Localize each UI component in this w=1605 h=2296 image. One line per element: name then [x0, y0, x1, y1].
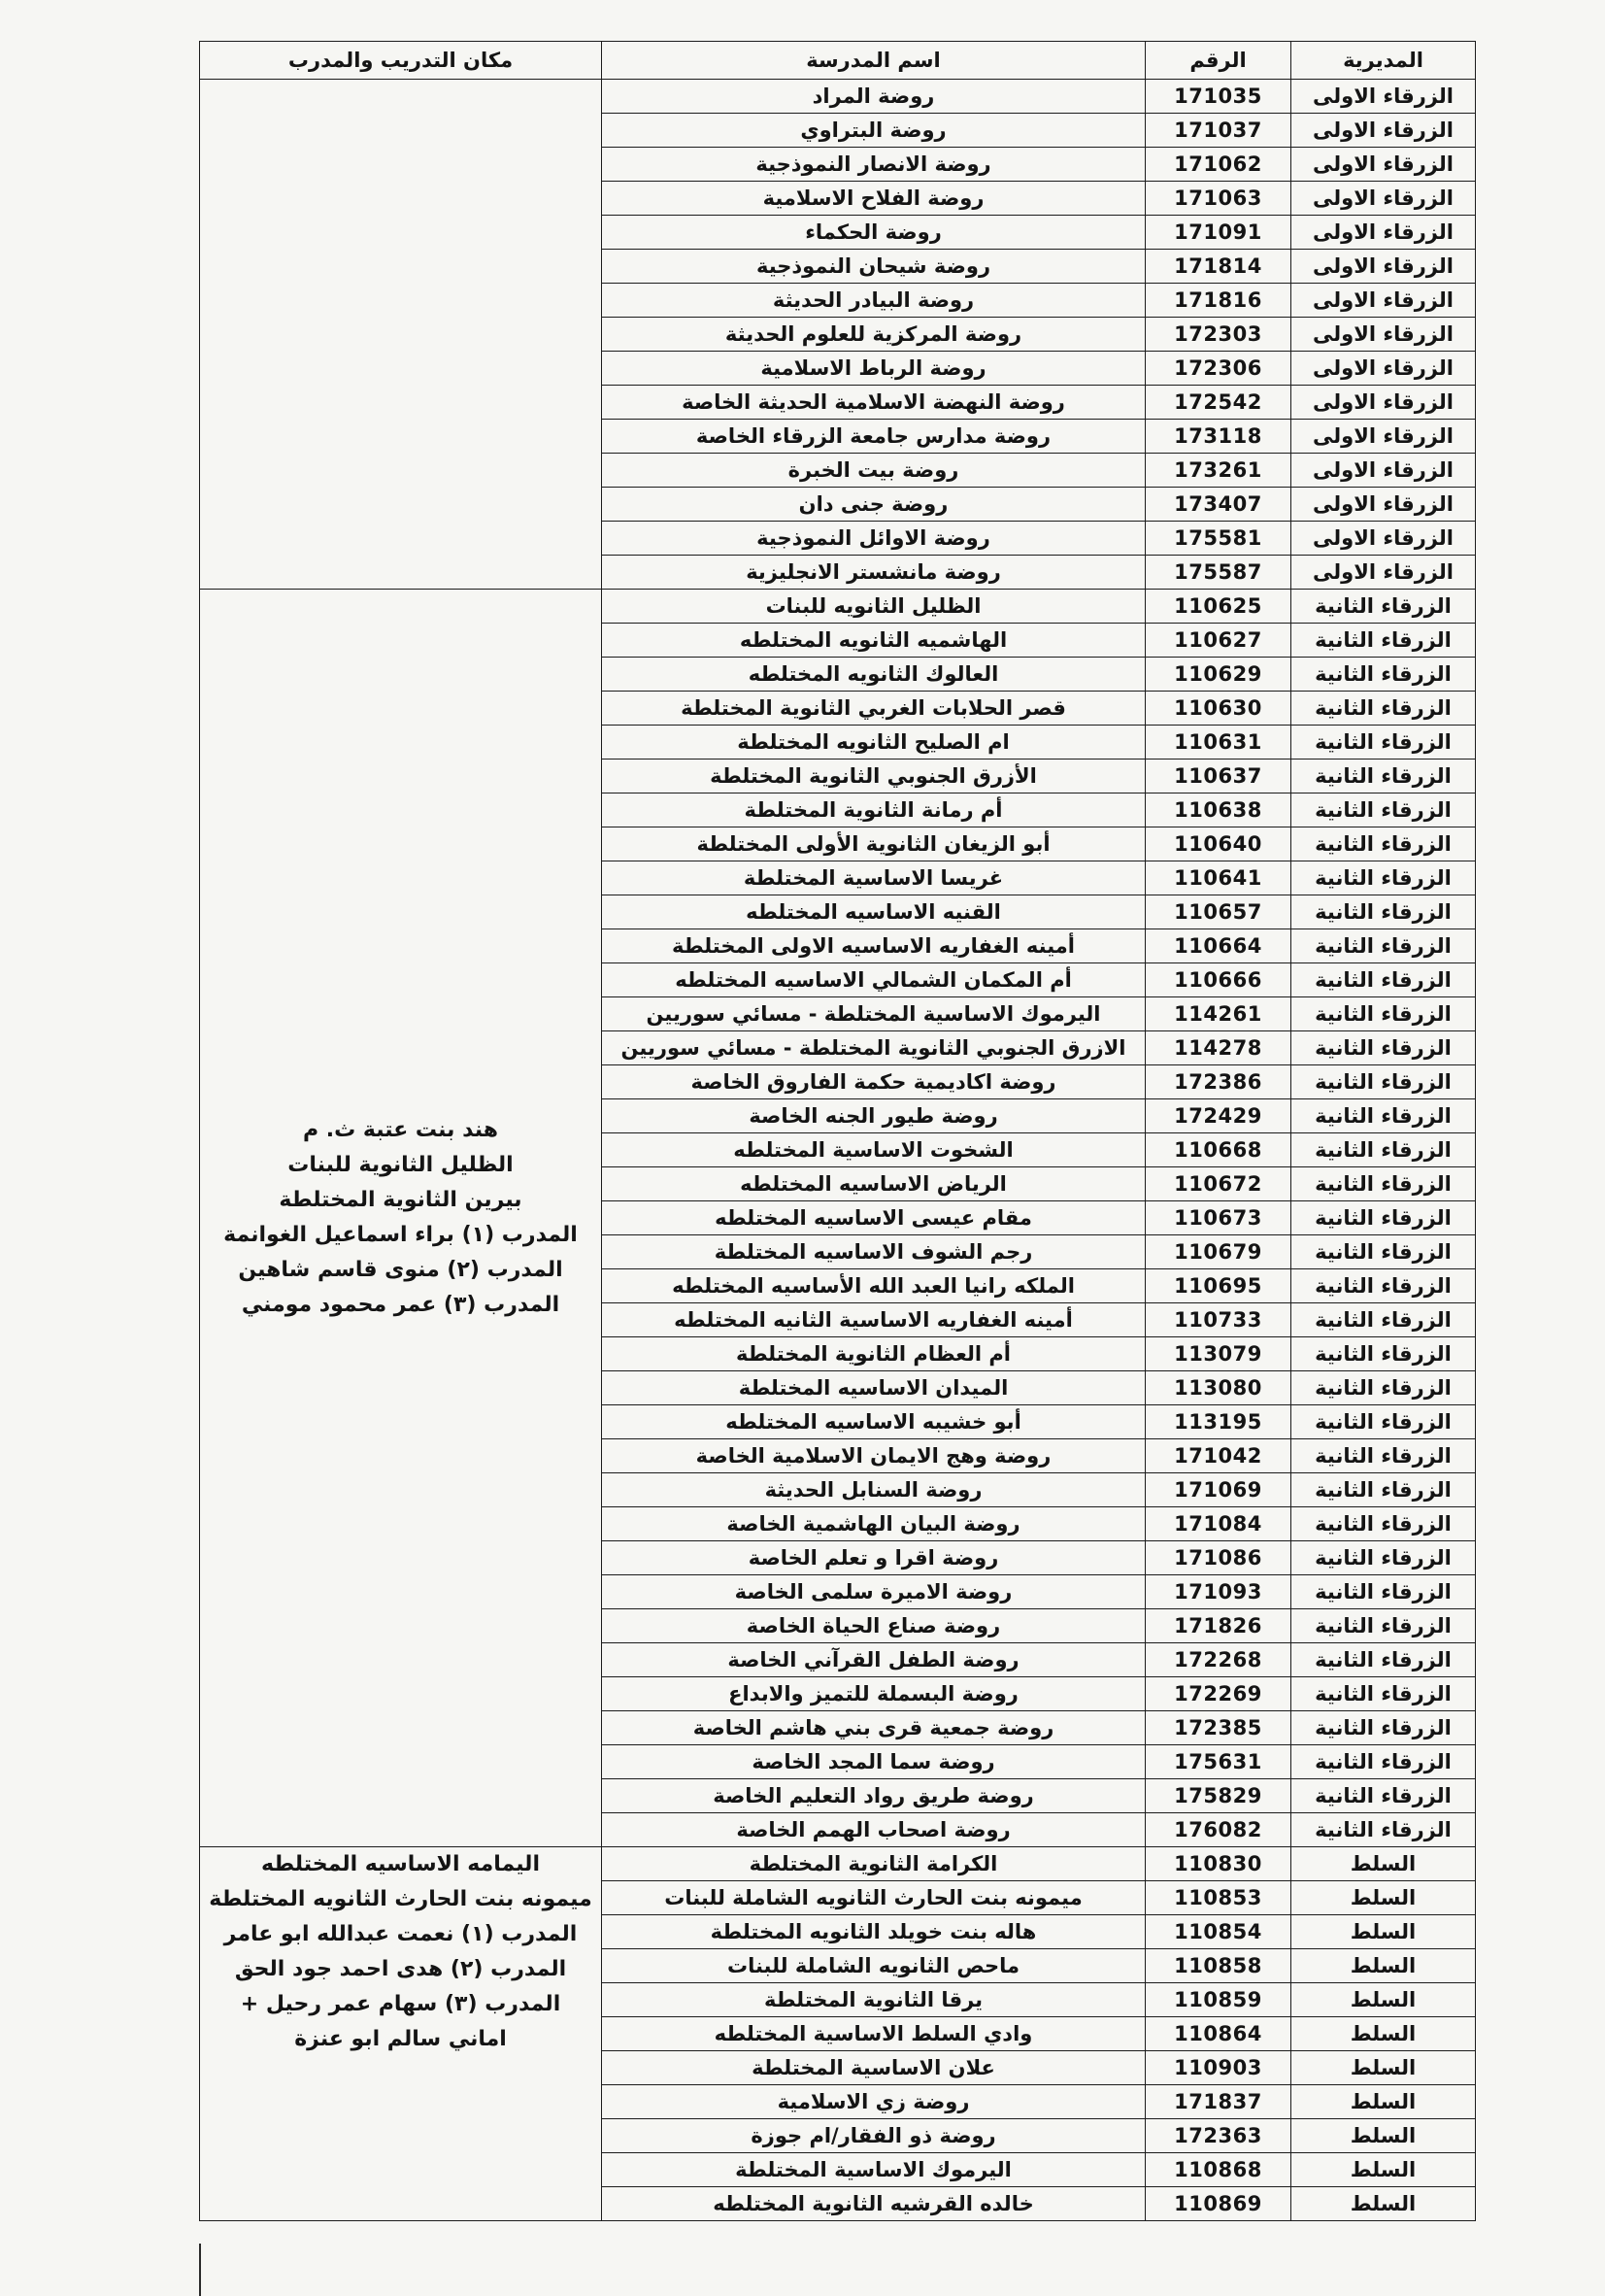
school-number-cell: 171837 [1146, 2085, 1291, 2119]
school-number-cell: 110830 [1146, 1847, 1291, 1881]
directorate-cell: الزرقاء الثانية [1291, 1575, 1476, 1609]
school-number-cell: 173261 [1146, 454, 1291, 488]
directorate-cell: الزرقاء الاولى [1291, 386, 1476, 420]
school-name-cell: روضة بيت الخبرة [602, 454, 1146, 488]
school-name-cell: أبو الزيغان الثانوية الأولى المختلطة [602, 827, 1146, 861]
school-number-cell: 114278 [1146, 1031, 1291, 1065]
school-number-cell: 171826 [1146, 1609, 1291, 1643]
trainer-line: المدرب (٣) عمر محمود مومني [241, 1293, 560, 1317]
header-school: اسم المدرسة [602, 42, 1146, 80]
directorate-cell: الزرقاء الثانية [1291, 1779, 1476, 1813]
school-number-cell: 171084 [1146, 1507, 1291, 1541]
school-number-cell: 171091 [1146, 216, 1291, 250]
school-number-cell: 110903 [1146, 2051, 1291, 2085]
directorate-cell: الزرقاء الثانية [1291, 1099, 1476, 1133]
school-number-cell: 110637 [1146, 760, 1291, 793]
school-number-cell: 171816 [1146, 284, 1291, 318]
school-number-cell: 175587 [1146, 556, 1291, 590]
school-name-cell: اليرموك الاساسية المختلطة - مسائي سوريين [602, 997, 1146, 1031]
school-number-cell: 113195 [1146, 1405, 1291, 1439]
trainer-line: الظليل الثانوية للبنات [287, 1153, 514, 1177]
directorate-cell: الزرقاء الاولى [1291, 80, 1476, 114]
school-number-cell: 110629 [1146, 658, 1291, 692]
school-name-cell: القنيه الاساسيه المختلطه [602, 895, 1146, 929]
school-number-cell: 114261 [1146, 997, 1291, 1031]
school-name-cell: أمينه الغفاريه الاساسيه الاولى المختلطة [602, 929, 1146, 963]
schools-table [199, 41, 1476, 2221]
school-name-cell: ماحص الثانويه الشاملة للبنات [602, 1949, 1146, 1983]
school-name-cell: الأزرق الجنوبي الثانوية المختلطة [602, 760, 1146, 793]
directorate-cell: السلط [1291, 1915, 1476, 1949]
school-name-cell: أمينه الغفاريه الاساسية الثانيه المختلطه [602, 1303, 1146, 1337]
school-name-cell: الميدان الاساسيه المختلطة [602, 1371, 1146, 1405]
trainer-line: المدرب (٢) هدى احمد جود الحق [234, 1957, 567, 1981]
school-number-cell: 175581 [1146, 522, 1291, 556]
school-number-cell: 110853 [1146, 1881, 1291, 1915]
school-number-cell: 171063 [1146, 182, 1291, 216]
school-name-cell: روضة الفلاح الاسلامية [602, 182, 1146, 216]
school-name-cell: روضة البتراوي [602, 114, 1146, 148]
directorate-cell: الزرقاء الثانية [1291, 895, 1476, 929]
directorate-cell: الزرقاء الثانية [1291, 1643, 1476, 1677]
directorate-cell: الزرقاء الثانية [1291, 658, 1476, 692]
school-number-cell: 172303 [1146, 318, 1291, 352]
school-name-cell: الظليل الثانويه للبنات [602, 590, 1146, 624]
school-name-cell: روضة المراد [602, 80, 1146, 114]
school-name-cell: روضة اكاديمية حكمة الفاروق الخاصة [602, 1065, 1146, 1099]
school-name-cell: روضة جنى دان [602, 488, 1146, 522]
directorate-cell: الزرقاء الاولى [1291, 556, 1476, 590]
directorate-cell: الزرقاء الثانية [1291, 861, 1476, 895]
directorate-cell: السلط [1291, 2119, 1476, 2153]
directorate-cell: الزرقاء الثانية [1291, 1201, 1476, 1235]
school-number-cell: 110627 [1146, 624, 1291, 658]
trainer-cell [200, 80, 602, 590]
directorate-cell: السلط [1291, 2153, 1476, 2187]
school-name-cell: روضة الاوائل النموذجية [602, 522, 1146, 556]
directorate-cell: الزرقاء الثانية [1291, 1609, 1476, 1643]
directorate-cell: الزرقاء الثانية [1291, 1269, 1476, 1303]
school-number-cell: 113080 [1146, 1371, 1291, 1405]
school-name-cell: وادي السلط الاساسية المختلطه [602, 2017, 1146, 2051]
school-name-cell: روضة شيحان النموذجية [602, 250, 1146, 284]
school-number-cell: 110666 [1146, 963, 1291, 997]
school-number-cell: 171093 [1146, 1575, 1291, 1609]
school-number-cell: 171069 [1146, 1473, 1291, 1507]
directorate-cell: الزرقاء الثانية [1291, 1133, 1476, 1167]
school-name-cell: روضة السنابل الحديثة [602, 1473, 1146, 1507]
header-number: الرقم [1146, 42, 1291, 80]
school-name-cell: الملكه رانيا العبد الله الأساسيه المختلطه [602, 1269, 1146, 1303]
school-number-cell: 172268 [1146, 1643, 1291, 1677]
school-number-cell: 110695 [1146, 1269, 1291, 1303]
school-number-cell: 173118 [1146, 420, 1291, 454]
trainer-line: المدرب (١) نعمت عبدالله ابو عامر [223, 1922, 578, 1946]
school-number-cell: 175829 [1146, 1779, 1291, 1813]
school-name-cell: روضة الانصار النموذجية [602, 148, 1146, 182]
school-number-cell: 110733 [1146, 1303, 1291, 1337]
table-row [200, 590, 1476, 624]
directorate-cell: الزرقاء الاولى [1291, 182, 1476, 216]
trainer-line: ميمونه بنت الحارث الثانويه المختلطة [209, 1887, 592, 1911]
directorate-cell: الزرقاء الثانية [1291, 1405, 1476, 1439]
trainer-line: المدرب (٣) سهام عمر رحيل + [240, 1992, 561, 2016]
header-trainer: مكان التدريب والمدرب [200, 42, 602, 80]
school-number-cell: 172306 [1146, 352, 1291, 386]
directorate-cell: الزرقاء الاولى [1291, 216, 1476, 250]
directorate-cell: الزرقاء الثانية [1291, 827, 1476, 861]
directorate-cell: الزرقاء الاولى [1291, 454, 1476, 488]
school-name-cell: روضة البيان الهاشمية الخاصة [602, 1507, 1146, 1541]
directorate-cell: الزرقاء الاولى [1291, 488, 1476, 522]
school-number-cell: 110864 [1146, 2017, 1291, 2051]
directorate-cell: الزرقاء الثانية [1291, 1541, 1476, 1575]
directorate-cell: الزرقاء الاولى [1291, 284, 1476, 318]
school-number-cell: 171062 [1146, 148, 1291, 182]
school-number-cell: 171814 [1146, 250, 1291, 284]
school-number-cell: 110638 [1146, 793, 1291, 827]
directorate-cell: الزرقاء الثانية [1291, 1167, 1476, 1201]
directorate-cell: السلط [1291, 1847, 1476, 1881]
school-name-cell: روضة البسملة للتميز والابداع [602, 1677, 1146, 1711]
directorate-cell: الزرقاء الاولى [1291, 352, 1476, 386]
school-name-cell: أم رمانة الثانوية المختلطة [602, 793, 1146, 827]
school-name-cell: ميمونه بنت الحارث الثانويه الشاملة للبنات [602, 1881, 1146, 1915]
school-name-cell: الازرق الجنوبي الثانوية المختلطة - مسائي سوريين [602, 1031, 1146, 1065]
school-number-cell: 172363 [1146, 2119, 1291, 2153]
margin-rule [199, 2244, 201, 2296]
directorate-cell: الزرقاء الثانية [1291, 590, 1476, 624]
directorate-cell: الزرقاء الاولى [1291, 148, 1476, 182]
school-number-cell: 110679 [1146, 1235, 1291, 1269]
trainer-cell [200, 590, 602, 1847]
directorate-cell: السلط [1291, 2085, 1476, 2119]
school-number-cell: 173407 [1146, 488, 1291, 522]
table-header-row [200, 42, 1476, 80]
school-name-cell: روضة طريق رواد التعليم الخاصة [602, 1779, 1146, 1813]
directorate-cell: الزرقاء الثانية [1291, 1337, 1476, 1371]
directorate-cell: السلط [1291, 2051, 1476, 2085]
school-name-cell: روضة الاميرة سلمى الخاصة [602, 1575, 1146, 1609]
school-name-cell: خالده القرشيه الثانوية المختلطه [602, 2187, 1146, 2221]
directorate-cell: الزرقاء الثانية [1291, 1031, 1476, 1065]
school-number-cell: 110858 [1146, 1949, 1291, 1983]
school-number-cell: 171035 [1146, 80, 1291, 114]
school-number-cell: 110673 [1146, 1201, 1291, 1235]
table-row [200, 80, 1476, 114]
school-name-cell: الهاشميه الثانويه المختلطه [602, 624, 1146, 658]
school-number-cell: 171042 [1146, 1439, 1291, 1473]
school-name-cell: ام الصليح الثانويه المختلطة [602, 726, 1146, 760]
school-name-cell: أم العظام الثانوية المختلطة [602, 1337, 1146, 1371]
directorate-cell: الزرقاء الثانية [1291, 963, 1476, 997]
school-number-cell: 172385 [1146, 1711, 1291, 1745]
directorate-cell: السلط [1291, 1983, 1476, 2017]
school-number-cell: 110859 [1146, 1983, 1291, 2017]
school-name-cell: اليرموك الاساسية المختلطة [602, 2153, 1146, 2187]
directorate-cell: الزرقاء الثانية [1291, 1303, 1476, 1337]
school-name-cell: روضة الطفل القرآني الخاصة [602, 1643, 1146, 1677]
school-name-cell: روضة مانشستر الانجليزية [602, 556, 1146, 590]
school-name-cell: روضة وهج الايمان الاسلامية الخاصة [602, 1439, 1146, 1473]
header-directorate: المديرية [1291, 42, 1476, 80]
school-number-cell: 175631 [1146, 1745, 1291, 1779]
school-name-cell: يرقا الثانوية المختلطة [602, 1983, 1146, 2017]
school-name-cell: رجم الشوف الاساسيه المختلطة [602, 1235, 1146, 1269]
school-name-cell: روضة الرباط الاسلامية [602, 352, 1146, 386]
directorate-cell: الزرقاء الاولى [1291, 522, 1476, 556]
table-row [200, 1847, 1476, 1881]
directorate-cell: الزرقاء الاولى [1291, 250, 1476, 284]
school-number-cell: 110664 [1146, 929, 1291, 963]
school-name-cell: غريسا الاساسية المختلطة [602, 861, 1146, 895]
school-number-cell: 172386 [1146, 1065, 1291, 1099]
trainer-line: المدرب (١) براء اسماعيل الغوانمة [223, 1223, 578, 1247]
school-number-cell: 110625 [1146, 590, 1291, 624]
directorate-cell: الزرقاء الثانية [1291, 1711, 1476, 1745]
school-number-cell: 171086 [1146, 1541, 1291, 1575]
school-number-cell: 110869 [1146, 2187, 1291, 2221]
school-number-cell: 110657 [1146, 895, 1291, 929]
school-name-cell: أم المكمان الشمالي الاساسيه المختلطه [602, 963, 1146, 997]
directorate-cell: الزرقاء الثانية [1291, 1065, 1476, 1099]
directorate-cell: الزرقاء الثانية [1291, 1813, 1476, 1847]
directorate-cell: الزرقاء الثانية [1291, 793, 1476, 827]
school-name-cell: روضة طيور الجنه الخاصة [602, 1099, 1146, 1133]
school-name-cell: قصر الحلابات الغربي الثانوية المختلطة [602, 692, 1146, 726]
school-number-cell: 172269 [1146, 1677, 1291, 1711]
directorate-cell: الزرقاء الثانية [1291, 997, 1476, 1031]
school-name-cell: أبو خشيبه الاساسيه المختلطه [602, 1405, 1146, 1439]
school-number-cell: 110868 [1146, 2153, 1291, 2187]
school-name-cell: الشخوت الاساسية المختلطه [602, 1133, 1146, 1167]
school-name-cell: روضة جمعية قرى بني هاشم الخاصة [602, 1711, 1146, 1745]
trainer-line: بيرين الثانوية المختلطة [279, 1188, 522, 1212]
directorate-cell: الزرقاء الثانية [1291, 726, 1476, 760]
school-name-cell: روضة ذو الفقار/ام جوزة [602, 2119, 1146, 2153]
trainer-line: هند بنت عتبة ث. م [302, 1118, 499, 1142]
directorate-cell: السلط [1291, 2017, 1476, 2051]
school-name-cell: الكرامة الثانوية المختلطة [602, 1847, 1146, 1881]
school-name-cell: روضة الحكماء [602, 216, 1146, 250]
school-name-cell: روضة مدارس جامعة الزرقاء الخاصة [602, 420, 1146, 454]
school-number-cell: 110640 [1146, 827, 1291, 861]
trainer-line: المدرب (٢) منوى قاسم شاهين [238, 1258, 563, 1282]
directorate-cell: الزرقاء الثانية [1291, 1235, 1476, 1269]
school-name-cell: روضة اصحاب الهمم الخاصة [602, 1813, 1146, 1847]
directorate-cell: الزرقاء الثانية [1291, 1677, 1476, 1711]
directorate-cell: الزرقاء الثانية [1291, 692, 1476, 726]
school-number-cell: 172429 [1146, 1099, 1291, 1133]
school-number-cell: 110668 [1146, 1133, 1291, 1167]
school-number-cell: 110854 [1146, 1915, 1291, 1949]
directorate-cell: السلط [1291, 2187, 1476, 2221]
directorate-cell: الزرقاء الاولى [1291, 420, 1476, 454]
school-name-cell: الرياض الاساسيه المختلطه [602, 1167, 1146, 1201]
school-number-cell: 171037 [1146, 114, 1291, 148]
school-number-cell: 110672 [1146, 1167, 1291, 1201]
school-name-cell: روضة سما المجد الخاصة [602, 1745, 1146, 1779]
trainer-line: اليمامه الاساسيه المختلطه [261, 1852, 540, 1876]
directorate-cell: الزرقاء الثانية [1291, 1371, 1476, 1405]
directorate-cell: الزرقاء الاولى [1291, 318, 1476, 352]
directorate-cell: الزرقاء الثانية [1291, 1439, 1476, 1473]
directorate-cell: الزرقاء الثانية [1291, 929, 1476, 963]
directorate-cell: الزرقاء الثانية [1291, 1507, 1476, 1541]
school-number-cell: 172542 [1146, 386, 1291, 420]
school-name-cell: روضة اقرا و تعلم الخاصة [602, 1541, 1146, 1575]
school-number-cell: 113079 [1146, 1337, 1291, 1371]
school-name-cell: علان الاساسية المختلطة [602, 2051, 1146, 2085]
school-number-cell: 110630 [1146, 692, 1291, 726]
school-name-cell: العالوك الثانويه المختلطه [602, 658, 1146, 692]
table-body [200, 80, 1476, 2221]
school-name-cell: روضة البيادر الحديثة [602, 284, 1146, 318]
directorate-cell: الزرقاء الثانية [1291, 1473, 1476, 1507]
directorate-cell: السلط [1291, 1881, 1476, 1915]
school-name-cell: هاله بنت خويلد الثانويه المختلطة [602, 1915, 1146, 1949]
school-name-cell: روضة النهضة الاسلامية الحديثة الخاصة [602, 386, 1146, 420]
school-number-cell: 110641 [1146, 861, 1291, 895]
school-name-cell: روضة المركزية للعلوم الحديثة [602, 318, 1146, 352]
school-number-cell: 110631 [1146, 726, 1291, 760]
directorate-cell: الزرقاء الاولى [1291, 114, 1476, 148]
directorate-cell: السلط [1291, 1949, 1476, 1983]
trainer-cell [200, 1847, 602, 2221]
directorate-cell: الزرقاء الثانية [1291, 760, 1476, 793]
school-name-cell: روضة زي الاسلامية [602, 2085, 1146, 2119]
trainer-line: اماني سالم ابو عنزة [294, 2027, 507, 2051]
school-number-cell: 176082 [1146, 1813, 1291, 1847]
school-name-cell: روضة صناع الحياة الخاصة [602, 1609, 1146, 1643]
directorate-cell: الزرقاء الثانية [1291, 624, 1476, 658]
directorate-cell: الزرقاء الثانية [1291, 1745, 1476, 1779]
school-name-cell: مقام عيسى الاساسيه المختلطه [602, 1201, 1146, 1235]
